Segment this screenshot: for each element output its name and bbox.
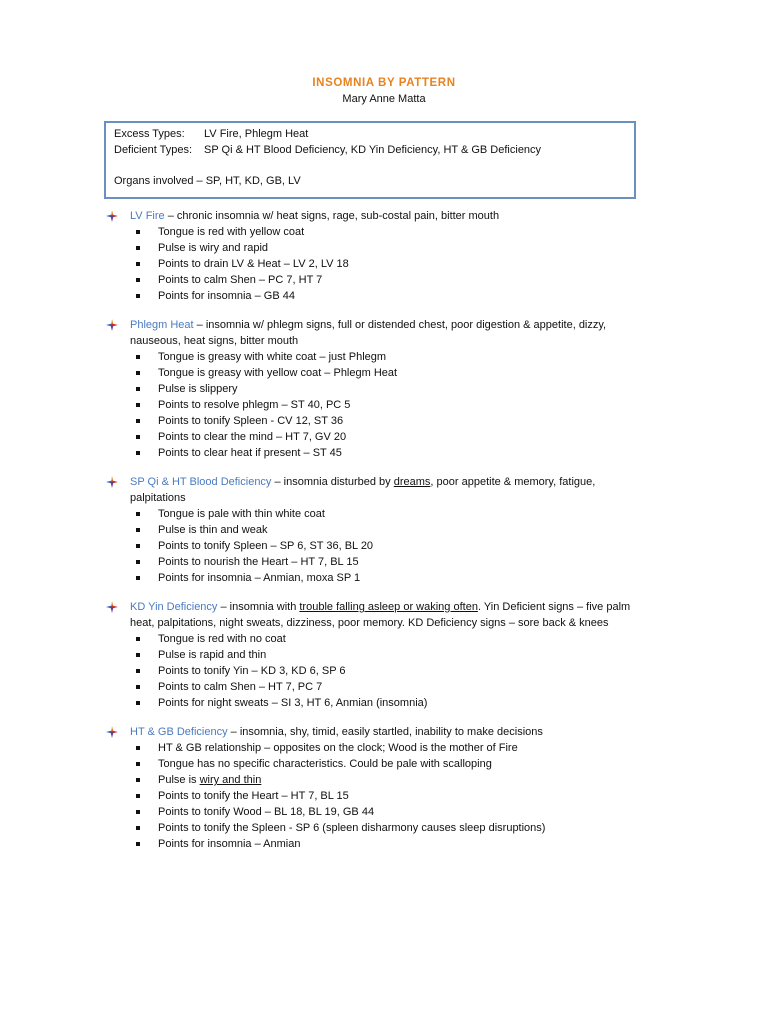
section-heading — [106, 317, 646, 349]
list-item: Points to clear heat if present – ST 45 — [134, 445, 646, 461]
list-item: Points to resolve phlegm – ST 40, PC 5 — [134, 397, 646, 413]
underlined-text: wiry and thin — [199, 774, 262, 786]
list-item: Points to clear the mind – HT 7, GV 20 — [134, 429, 646, 445]
square-bullet-icon — [136, 685, 140, 689]
section-list — [106, 224, 646, 304]
underlined-text: dreams — [393, 476, 431, 488]
square-bullet-icon — [136, 294, 140, 298]
square-bullet-icon — [136, 246, 140, 250]
underlined-text: trouble falling asleep or waking often — [299, 601, 478, 613]
section-list — [106, 506, 646, 586]
section-list — [106, 349, 646, 461]
list-item: Pulse is thin and weak — [134, 522, 646, 538]
square-bullet-icon — [136, 701, 140, 705]
square-bullet-icon — [136, 355, 140, 359]
section-list — [106, 631, 646, 711]
four-color-diamond-bullet-icon — [106, 317, 130, 333]
section-lv-fire — [106, 208, 646, 304]
square-bullet-icon — [136, 669, 140, 673]
square-bullet-icon — [136, 544, 140, 548]
section-description: – chronic insomnia w/ heat signs, rage, sub-costal pain, bitter mouth — [164, 210, 500, 222]
four-color-diamond-bullet-icon — [106, 724, 130, 740]
square-bullet-icon — [136, 826, 140, 830]
section-kd-yin-deficiency — [106, 599, 646, 711]
square-bullet-icon — [136, 746, 140, 750]
list-item: Points for night sweats – SI 3, HT 6, Anmian (insomnia) — [134, 695, 646, 711]
list-item: Points for insomnia – Anmian, moxa SP 1 — [134, 570, 646, 586]
square-bullet-icon — [136, 560, 140, 564]
section-title: KD Yin Deficiency — [130, 601, 218, 613]
square-bullet-icon — [136, 778, 140, 782]
square-bullet-icon — [136, 810, 140, 814]
list-item: Points to drain LV & Heat – LV 2, LV 18 — [134, 256, 646, 272]
summary-excess-value: LV Fire, Phlegm Heat — [204, 128, 309, 140]
list-item: Points to tonify the Spleen - SP 6 (spleen disharmony causes sleep disruptions) — [134, 820, 646, 836]
list-item: Points for insomnia – GB 44 — [134, 288, 646, 304]
section-heading: KD Yin Deficiency – insomnia with trouble falling asleep or waking often. Yin Deficient signs – five palm heat, palpitations, night sweats, dizziness, poor memory. KD Deficiency signs – sore back & knees — [106, 599, 646, 631]
four-color-diamond-bullet-icon — [106, 599, 130, 615]
square-bullet-icon — [136, 512, 140, 516]
section-heading — [106, 208, 646, 224]
section-title: Phlegm Heat — [130, 319, 194, 331]
square-bullet-icon — [136, 794, 140, 798]
section-sp-qi-ht-blood-deficiency — [106, 474, 646, 586]
square-bullet-icon — [136, 842, 140, 846]
section-list — [106, 740, 646, 852]
square-bullet-icon — [136, 262, 140, 266]
square-bullet-icon — [136, 230, 140, 234]
list-item: Points to calm Shen – HT 7, PC 7 — [134, 679, 646, 695]
section-heading: SP Qi & HT Blood Deficiency – insomnia disturbed by dreams, poor appetite & memory, fatigue, palpitations — [106, 474, 646, 506]
square-bullet-icon — [136, 371, 140, 375]
section-title: SP Qi & HT Blood Deficiency — [130, 476, 272, 488]
list-item: Tongue is greasy with yellow coat – Phlegm Heat — [134, 365, 646, 381]
list-item: Points to tonify the Heart – HT 7, BL 15 — [134, 788, 646, 804]
list-item: Points to tonify Yin – KD 3, KD 6, SP 6 — [134, 663, 646, 679]
summary-deficient-row — [114, 143, 624, 159]
summary-excess-row — [114, 127, 624, 143]
list-item: Pulse is rapid and thin — [134, 647, 646, 663]
list-item: Points to nourish the Heart – HT 7, BL 15 — [134, 554, 646, 570]
list-item: HT & GB relationship – opposites on the clock; Wood is the mother of Fire — [134, 740, 646, 756]
list-item: Points to tonify Spleen – SP 6, ST 36, BL 20 — [134, 538, 646, 554]
section-phlegm-heat — [106, 317, 646, 461]
list-item: Pulse is wiry and thin — [134, 772, 646, 788]
section-title: HT & GB Deficiency — [130, 726, 228, 738]
list-item: Tongue has no specific characteristics. Could be pale with scalloping — [134, 756, 646, 772]
square-bullet-icon — [136, 278, 140, 282]
square-bullet-icon — [136, 653, 140, 657]
list-item: Pulse is wiry and rapid — [134, 240, 646, 256]
square-bullet-icon — [136, 762, 140, 766]
list-item: Pulse is slippery — [134, 381, 646, 397]
summary-organs: Organs involved – SP, HT, KD, GB, LV — [114, 174, 301, 187]
square-bullet-icon — [136, 528, 140, 532]
square-bullet-icon — [136, 419, 140, 423]
square-bullet-icon — [136, 435, 140, 439]
list-item: Points to tonify Wood – BL 18, BL 19, GB 44 — [134, 804, 646, 820]
summary-excess-label: Excess Types: — [114, 128, 185, 140]
square-bullet-icon — [136, 451, 140, 455]
section-description: – insomnia, shy, timid, easily startled, inability to make decisions — [227, 726, 543, 738]
section-description: – insomnia w/ phlegm signs, full or distended chest, poor digestion & appetite, dizzy, nauseous, heat signs, bitter mouth — [130, 319, 607, 347]
list-item: Points to tonify Spleen - CV 12, ST 36 — [134, 413, 646, 429]
four-color-diamond-bullet-icon — [106, 208, 130, 224]
section-heading — [106, 724, 646, 740]
section-ht-gb-deficiency — [106, 724, 646, 852]
summary-box — [104, 121, 636, 199]
document-title: INSOMNIA BY PATTERN — [312, 77, 456, 89]
list-item: Tongue is red with yellow coat — [134, 224, 646, 240]
list-item: Points for insomnia – Anmian — [134, 836, 646, 852]
section-title: LV Fire — [130, 210, 165, 222]
square-bullet-icon — [136, 387, 140, 391]
summary-deficient-value: SP Qi & HT Blood Deficiency, KD Yin Deficiency, HT & GB Deficiency — [204, 143, 542, 156]
list-item: Points to calm Shen – PC 7, HT 7 — [134, 272, 646, 288]
list-item: Tongue is pale with thin white coat — [134, 506, 646, 522]
pattern-sections — [106, 208, 646, 865]
square-bullet-icon — [136, 403, 140, 407]
square-bullet-icon — [136, 637, 140, 641]
four-color-diamond-bullet-icon — [106, 474, 130, 490]
list-item: Tongue is greasy with white coat – just Phlegm — [134, 349, 646, 365]
summary-deficient-label: Deficient Types: — [114, 143, 193, 156]
square-bullet-icon — [136, 576, 140, 580]
list-item: Tongue is red with no coat — [134, 631, 646, 647]
document-author: Mary Anne Matta — [342, 93, 426, 105]
